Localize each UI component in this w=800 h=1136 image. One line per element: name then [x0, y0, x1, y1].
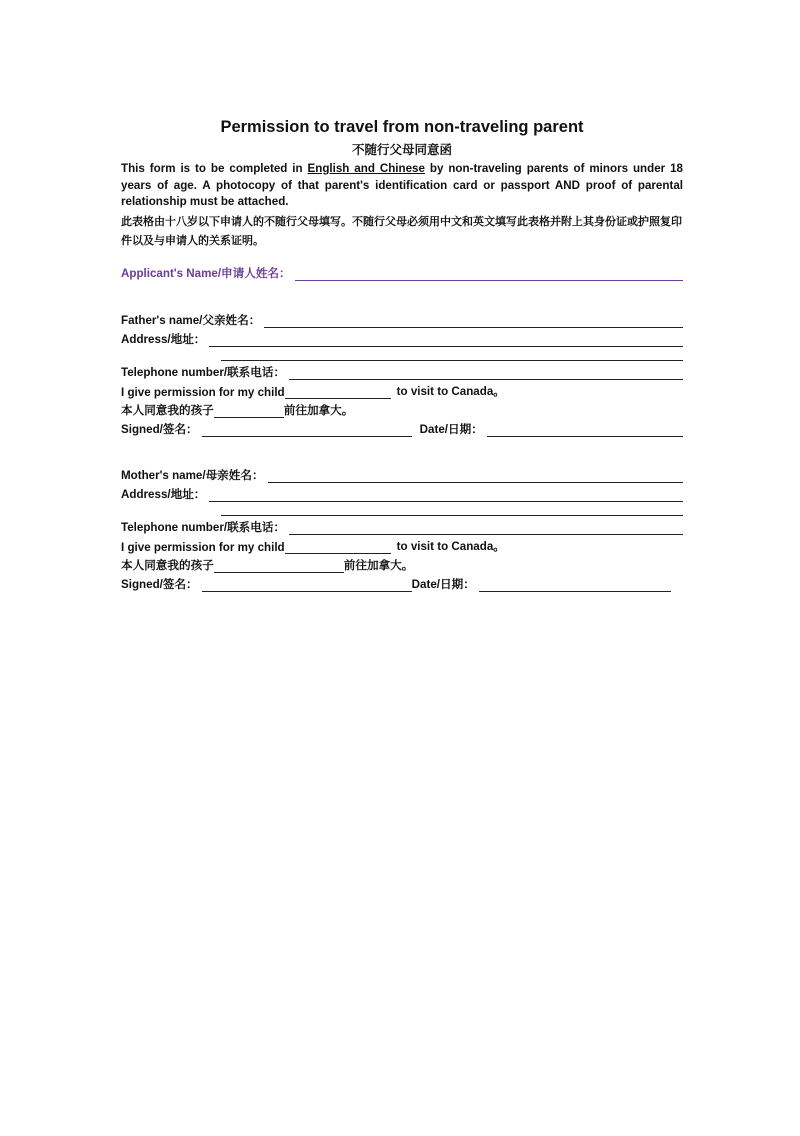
- mother-signed-label: Signed/签名：: [121, 577, 198, 591]
- permission-form: [121, 118, 683, 592]
- father-name-field[interactable]: [264, 313, 683, 328]
- father-date-label: Date/日期：: [419, 422, 483, 436]
- father-address-continuation: [121, 347, 683, 361]
- mother-address-continuation: [121, 502, 683, 516]
- mother-address-field-line-2[interactable]: [221, 503, 683, 516]
- father-phone-label: Telephone number/联系电话：: [121, 365, 286, 379]
- father-phone-field[interactable]: [289, 365, 683, 380]
- mother-name-row: [121, 464, 683, 483]
- father-permission-zh-label: 本人同意我的孩子: [121, 403, 214, 417]
- mother-date-field[interactable]: [479, 577, 671, 592]
- mother-permission-zh-suffix: 前往加拿大。: [343, 558, 414, 572]
- father-signature-row: [121, 418, 683, 437]
- mother-signature-field[interactable]: [202, 577, 412, 592]
- mother-phone-row: [121, 516, 683, 535]
- mother-permission-label: I give permission for my child: [121, 540, 285, 554]
- form-title: Permission to travel from non-traveling parent: [220, 118, 584, 136]
- mother-name-label: Mother's name/母亲姓名：: [121, 468, 264, 482]
- father-date-field[interactable]: [487, 422, 683, 437]
- form-subtitle-chinese: 不随行父母同意函: [351, 142, 452, 157]
- father-section: [121, 309, 683, 437]
- mother-permission-suffix: to visit to Canada。: [396, 539, 505, 553]
- father-address-field[interactable]: [209, 332, 683, 347]
- mother-address-field[interactable]: [209, 487, 683, 502]
- intro-text-chinese: 此表格由十八岁以下申请人的不随行父母填写。不随行父母必须用中文和英文填写此表格并附上其身份证或护照复印件以及与申请人的关系证明。: [121, 214, 682, 247]
- father-address-row: [121, 328, 683, 347]
- intro-part-1: This form is to be completed in: [121, 162, 308, 175]
- father-signed-label: Signed/签名：: [121, 422, 198, 436]
- mother-permission-zh-row: [121, 554, 683, 573]
- father-permission-suffix: to visit to Canada。: [396, 384, 505, 398]
- mother-signature-row: [121, 573, 683, 592]
- father-permission-label: I give permission for my child: [121, 385, 285, 399]
- father-phone-row: [121, 361, 683, 380]
- father-permission-row: [121, 380, 683, 399]
- mother-name-field[interactable]: [268, 468, 683, 483]
- father-permission-zh-row: [121, 399, 683, 418]
- mother-phone-label: Telephone number/联系电话：: [121, 520, 286, 534]
- mother-phone-field[interactable]: [289, 520, 683, 535]
- applicant-name-row: [121, 262, 683, 281]
- applicant-name-field[interactable]: [295, 266, 683, 281]
- father-address-label: Address/地址：: [121, 332, 206, 346]
- applicant-name-label: Applicant's Name/申请人姓名：: [121, 266, 291, 280]
- intro-part-2: by non-traveling parents of minors under 18 years of age. A photocopy of that parent's identification card or passport AND proof of parental relationship must be attached.: [121, 162, 683, 208]
- father-name-row: [121, 309, 683, 328]
- intro-text-english: [121, 161, 683, 211]
- mother-permission-row: [121, 535, 683, 554]
- father-permission-zh-suffix: 前往加拿大。: [283, 403, 354, 417]
- mother-date-label: Date/日期：: [411, 577, 475, 591]
- father-child-name-zh-field[interactable]: [214, 403, 284, 418]
- intro-emphasis: English and Chinese: [307, 162, 425, 175]
- father-name-label: Father's name/父亲姓名：: [121, 313, 261, 327]
- mother-section: [121, 464, 683, 592]
- mother-child-name-field[interactable]: [285, 539, 391, 554]
- father-signature-field[interactable]: [202, 422, 412, 437]
- mother-child-name-zh-field[interactable]: [214, 558, 344, 573]
- mother-address-label: Address/地址：: [121, 487, 206, 501]
- mother-address-row: [121, 483, 683, 502]
- father-address-field-line-2[interactable]: [221, 348, 683, 361]
- father-child-name-field[interactable]: [285, 384, 391, 399]
- mother-permission-zh-label: 本人同意我的孩子: [121, 558, 214, 572]
